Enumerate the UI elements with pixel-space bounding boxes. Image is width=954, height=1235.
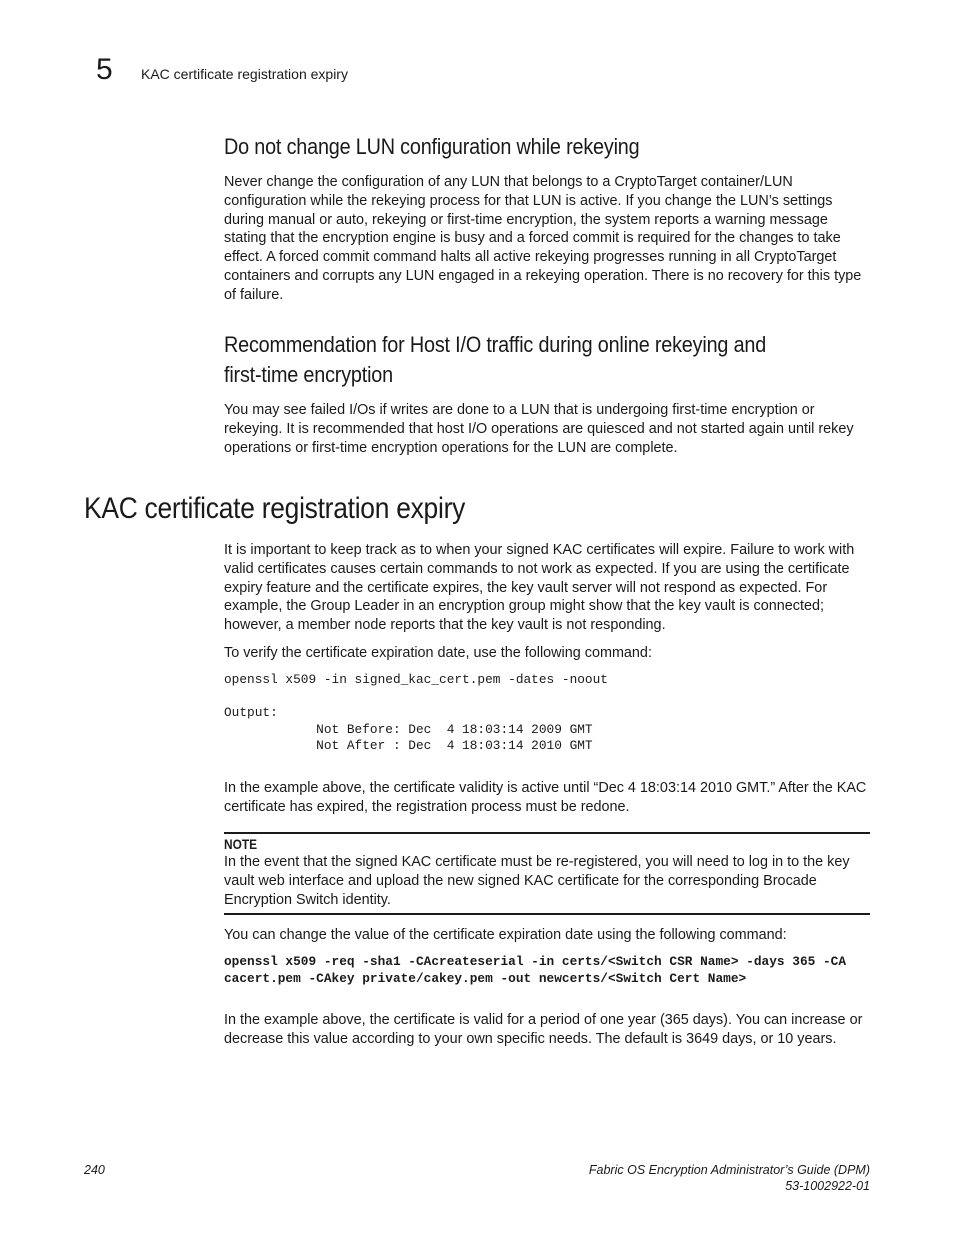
note-top-rule [224,832,870,834]
note-bottom-rule [224,913,870,915]
note-text: In the event that the signed KAC certificate must be re-registered, you will need to log in to the key vault web interface and upload the new signed KAC certificate for the corresponding Brocade Encryption Switch identity. [224,854,850,908]
chapter-number: 5 [96,53,113,86]
footer-doc-number: 53-1002922-01 [785,1179,870,1193]
section-heading-lun: Do not change LUN configuration while rekeying [224,134,640,159]
command-output-block: Output: Not Before: Dec 4 18:03:14 2009 GMT Not After : Dec 4 18:03:14 2010 GMT [224,705,593,753]
kac-intro-paragraph: It is important to keep track as to when your signed KAC certificates will expire. Failure to work with valid certificates causes certain commands to not work as expected. If you are using the certificate expiry feature and the certificate expires, the key vault server will not respond as expected. For example, the Group Leader in an encryption group might show that the key vault is connected; however, a member node reports that the key vault is not responding. [224,542,855,634]
note-label: NOTE [224,837,258,852]
change-command-code: openssl x509 -req -sha1 -CAcreateserial -in certs/<Switch CSR Name> -days 365 -CA cacert.pem -CAkey private/cakey.pem -out newcerts/<Switch Cert Name> [224,954,847,986]
footer-doc-title: Fabric OS Encryption Administrator’s Guide (DPM) [588,1163,870,1177]
verify-command-intro: To verify the certificate expiration date, use the following command: [224,645,652,661]
page-number: 240 [84,1163,105,1177]
change-command-intro: You can change the value of the certificate expiration date using the following command: [224,927,787,943]
section-heading-host-io: Recommendation for Host I/O traffic during online rekeying and first-time encryption [224,332,767,387]
closing-paragraph: In the example above, the certificate is valid for a period of one year (365 days). You can increase or decrease this value according to your own specific needs. The default is 3649 days, or 10 years. [224,1012,863,1047]
section-body-host-io: You may see failed I/Os if writes are done to a LUN that is undergoing first-time encryption or rekeying. It is recommended that host I/O operations are quiesced and not started again until rekey operations or first-time encryption operations for the LUN are complete. [224,402,854,456]
main-heading-kac: KAC certificate registration expiry [84,492,466,525]
validity-paragraph: In the example above, the certificate validity is active until “Dec 4 18:03:14 2010 GMT.” After the KAC certificate has expired, the registration process must be redone. [224,780,867,815]
verify-command-code: openssl x509 -in signed_kac_cert.pem -dates -noout [224,672,608,687]
footer-doc-info [589,1162,870,1194]
running-header-title: KAC certificate registration expiry [141,66,348,82]
section-body-lun: Never change the configuration of any LUN that belongs to a CryptoTarget container/LUN configuration while the rekeying process for that LUN is active. If you change the LUN’s settings during manual or auto, rekeying or first-time encryption, the system reports a warning message stating that the encryption engine is busy and a forced commit is required for the changes to take effect. A forced commit command halts all active rekeying progresses running in all CryptoTarget containers and corrupts any LUN engaged in a rekeying operation. There is no recovery for this type of failure. [224,174,862,303]
